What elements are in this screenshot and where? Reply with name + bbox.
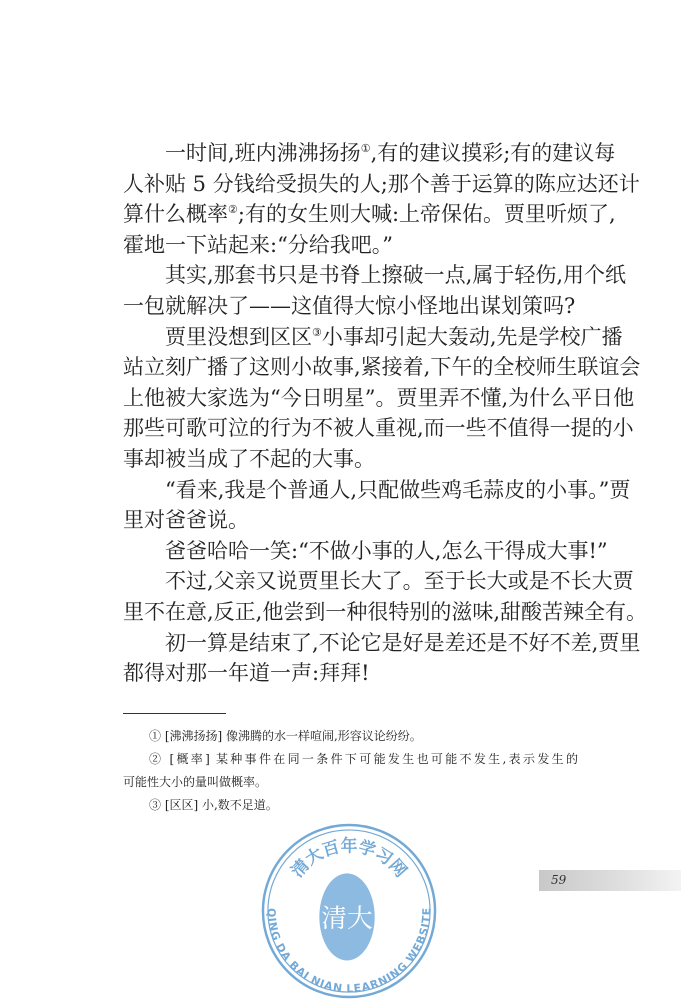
- text-line: 站立刻广播了这则小故事,紧接着,下午的全校师生联谊会: [123, 355, 641, 380]
- text-line: 一包就解决了——这值得大惊小怪地出谋划策吗?: [123, 293, 576, 318]
- page-number: 59: [539, 870, 681, 891]
- text-line: 上他被大家选为“今日明星”。贾里弄不懂,为什么平日他: [123, 385, 635, 410]
- footnotes: [123, 725, 578, 817]
- footnote-3: ③ [区区] 小,数不足道。: [149, 798, 278, 812]
- text-line: 贾里没想到区区③小事却引起大轰动,先是学校广播: [165, 324, 623, 349]
- text-line: 里不在意,反正,他尝到一种很特别的滋味,甜酸苦辣全有。: [123, 599, 648, 624]
- text-line: 其实,那套书只是书脊上擦破一点,属于轻伤,用个纸: [165, 263, 627, 288]
- body-text: [123, 138, 648, 689]
- text-line: 初一算是结束了,不论它是好是差还是不好不差,贾里: [165, 630, 641, 655]
- text-line: “看来,我是个普通人,只配做些鸡毛蒜皮的小事。”贾: [165, 477, 631, 502]
- text-line: 那些可歌可泣的行为不被人重视,而一些不值得一提的小: [123, 416, 634, 441]
- watermark-bottom-text: QING DA BAI NIAN LEARNING WEBSITE: [264, 907, 434, 996]
- footnote-2-continued: 可能性大小的量叫做概率。: [123, 775, 268, 789]
- text-line: 不过,父亲又说贾里长大了。至于长大或是不长大贾: [165, 569, 634, 594]
- watermark-stamp-icon: [260, 822, 438, 1000]
- text-line: 霍地一下站起来:“分给我吧。”: [123, 232, 394, 257]
- footnote-1: ① [沸沸扬扬] 像沸腾的水一样喧闹,形容议论纷纷。: [149, 729, 422, 743]
- footnote-ref[interactable]: ②: [228, 203, 238, 217]
- text-line: 一时间,班内沸沸扬扬①,有的建议摸彩;有的建议每: [165, 141, 616, 165]
- footnote-2: ② [概率] 某种事件在同一条件下可能发生也可能不发生,表示发生的: [149, 752, 578, 766]
- text-line: 都得对那一年道一声:拜拜!: [123, 661, 370, 686]
- text-line: 人补贴 5 分钱给受损失的人;那个善于运算的陈应达还计: [123, 171, 640, 196]
- text-line: 事却被当成了不起的大事。: [123, 446, 375, 471]
- text-line: 里对爸爸说。: [123, 508, 249, 533]
- text-line: 爸爸哈哈一笑:“不做小事的人,怎么干得成大事!”: [165, 538, 608, 563]
- footnote-divider: [123, 713, 226, 714]
- footnote-ref[interactable]: ③: [312, 325, 322, 339]
- watermark-top-text: 清大百年学习网: [286, 835, 412, 881]
- text-line: 算什么概率②;有的女生则大喊:上帝保佑。贾里听烦了,: [123, 202, 616, 227]
- footnote-ref[interactable]: ①: [360, 142, 371, 155]
- watermark-center-text: 清大: [321, 903, 373, 934]
